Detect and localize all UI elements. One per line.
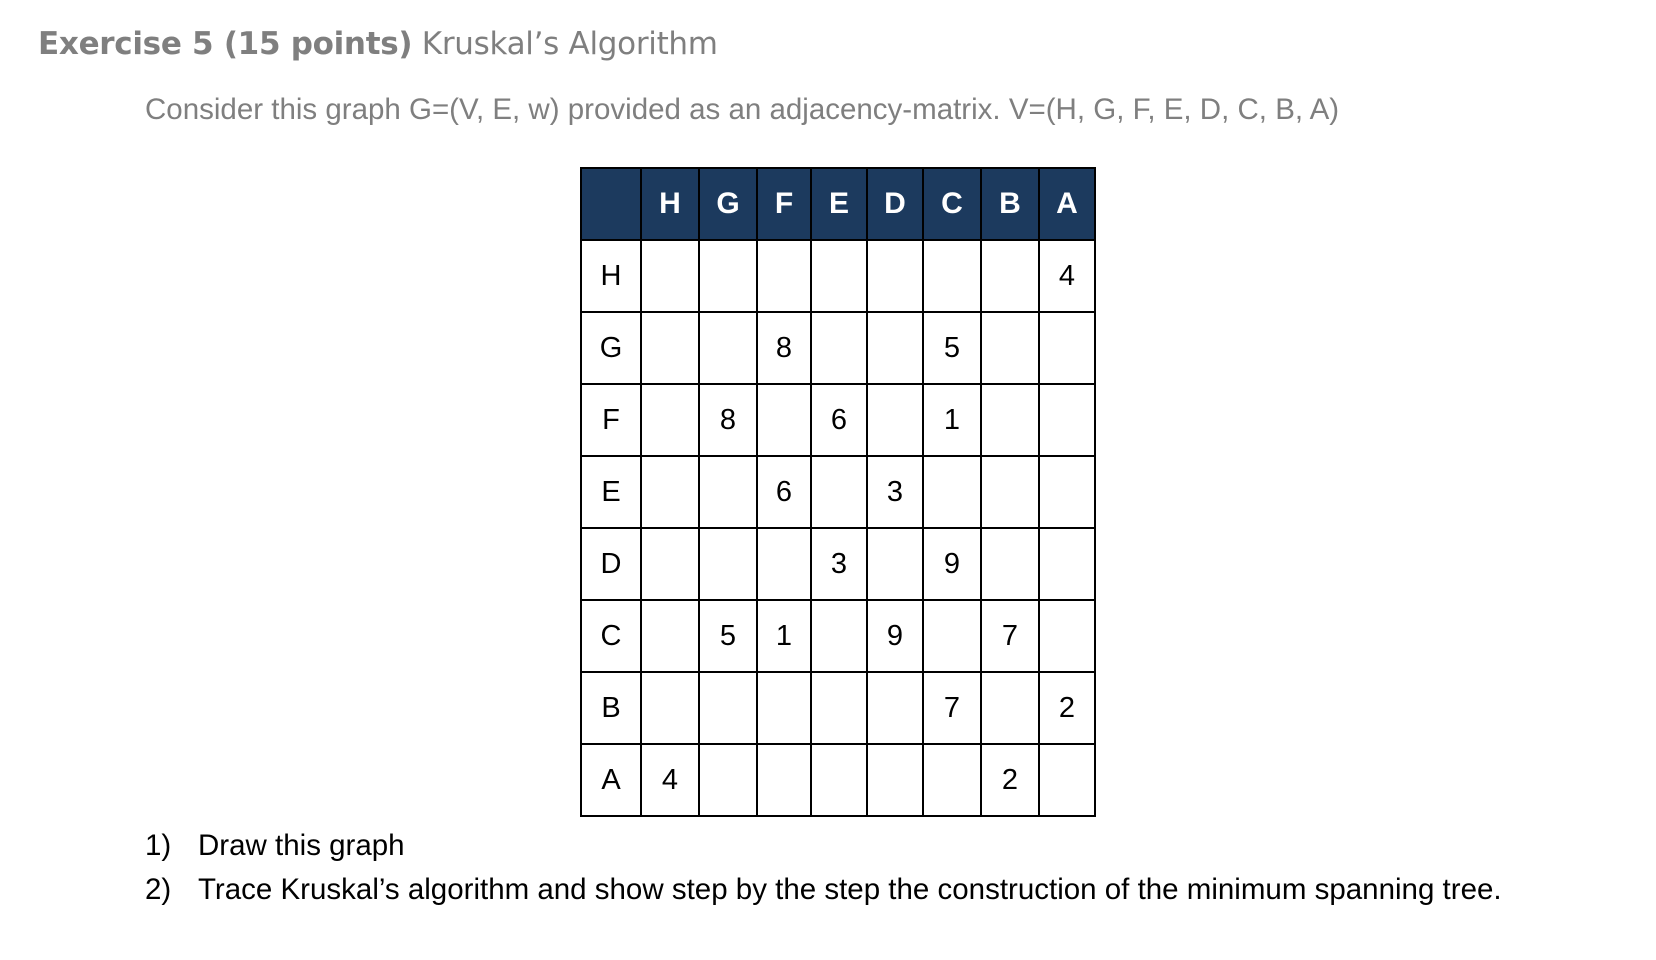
matrix-cell	[811, 456, 867, 528]
matrix-cell	[1039, 600, 1095, 672]
matrix-cell	[641, 312, 699, 384]
row-header: E	[581, 456, 641, 528]
matrix-cell: 7	[923, 672, 981, 744]
task-list	[145, 824, 1615, 912]
task-number: 1)	[145, 829, 172, 862]
column-header: C	[923, 168, 981, 240]
column-header: D	[867, 168, 923, 240]
matrix-row	[581, 456, 1095, 528]
matrix-header-row	[581, 168, 1095, 240]
matrix-cell: 1	[923, 384, 981, 456]
matrix-cell	[811, 672, 867, 744]
task-text: Trace Kruskal’s algorithm and show step by the step the construction of the minimum spanning tree.	[198, 873, 1502, 906]
matrix-row	[581, 672, 1095, 744]
matrix-row	[581, 528, 1095, 600]
matrix-cell	[867, 384, 923, 456]
exercise-description: Consider this graph G=(V, E, w) provided as an adjacency-matrix. V=(H, G, F, E, D, C, B, A)	[145, 93, 1340, 126]
row-header: A	[581, 744, 641, 816]
matrix-cell: 8	[699, 384, 757, 456]
matrix-cell	[811, 312, 867, 384]
matrix-cell	[867, 672, 923, 744]
matrix-cell	[981, 384, 1039, 456]
matrix-cell: 2	[1039, 672, 1095, 744]
exercise-title	[38, 26, 718, 62]
matrix-row	[581, 600, 1095, 672]
matrix-cell	[923, 456, 981, 528]
matrix-cell	[867, 744, 923, 816]
matrix-cell	[981, 672, 1039, 744]
matrix-cell: 4	[641, 744, 699, 816]
matrix-cell	[811, 240, 867, 312]
matrix-cell	[811, 744, 867, 816]
matrix-cell	[757, 528, 811, 600]
matrix-cell	[867, 312, 923, 384]
matrix-cell	[699, 456, 757, 528]
column-header: G	[699, 168, 757, 240]
row-header: H	[581, 240, 641, 312]
matrix-cell	[923, 240, 981, 312]
row-header: G	[581, 312, 641, 384]
matrix-cell	[1039, 744, 1095, 816]
matrix-cell: 9	[867, 600, 923, 672]
matrix-cell	[811, 600, 867, 672]
matrix-cell: 3	[867, 456, 923, 528]
matrix-cell	[981, 312, 1039, 384]
matrix-cell: 9	[923, 528, 981, 600]
task-text: Draw this graph	[198, 829, 405, 862]
matrix-cell: 5	[923, 312, 981, 384]
column-header: B	[981, 168, 1039, 240]
matrix-cell: 6	[757, 456, 811, 528]
matrix-cell	[981, 528, 1039, 600]
matrix-cell	[923, 744, 981, 816]
matrix-cell	[641, 600, 699, 672]
matrix-cell	[867, 240, 923, 312]
matrix-cell	[699, 672, 757, 744]
matrix-cell: 6	[811, 384, 867, 456]
matrix-corner-cell	[581, 168, 641, 240]
matrix-cell	[981, 240, 1039, 312]
matrix-cell: 4	[1039, 240, 1095, 312]
matrix-cell	[641, 240, 699, 312]
matrix-cell	[641, 384, 699, 456]
column-header: E	[811, 168, 867, 240]
matrix-row	[581, 240, 1095, 312]
matrix-row	[581, 744, 1095, 816]
matrix-cell	[1039, 312, 1095, 384]
row-header: C	[581, 600, 641, 672]
column-header: A	[1039, 168, 1095, 240]
row-header: F	[581, 384, 641, 456]
task-item	[145, 824, 1615, 868]
column-header: F	[757, 168, 811, 240]
matrix-row	[581, 312, 1095, 384]
task-number: 2)	[145, 873, 172, 906]
matrix-cell: 5	[699, 600, 757, 672]
matrix-cell: 2	[981, 744, 1039, 816]
matrix-cell	[1039, 384, 1095, 456]
matrix-cell	[757, 672, 811, 744]
matrix-cell	[641, 672, 699, 744]
matrix-cell: 8	[757, 312, 811, 384]
matrix-cell	[641, 456, 699, 528]
exercise-title-rest: Kruskal’s Algorithm	[412, 26, 718, 62]
column-header: H	[641, 168, 699, 240]
matrix-cell	[1039, 528, 1095, 600]
matrix-cell	[757, 384, 811, 456]
matrix-cell	[641, 528, 699, 600]
matrix-cell	[699, 312, 757, 384]
matrix-row	[581, 384, 1095, 456]
matrix-cell	[757, 240, 811, 312]
matrix-cell	[699, 240, 757, 312]
adjacency-matrix	[580, 167, 1096, 817]
row-header: D	[581, 528, 641, 600]
matrix-cell	[699, 744, 757, 816]
matrix-cell: 1	[757, 600, 811, 672]
matrix-cell	[867, 528, 923, 600]
matrix-cell: 7	[981, 600, 1039, 672]
task-item	[145, 868, 1615, 912]
row-header: B	[581, 672, 641, 744]
matrix-cell	[1039, 456, 1095, 528]
matrix-cell	[923, 600, 981, 672]
matrix-cell	[981, 456, 1039, 528]
exercise-title-bold: Exercise 5 (15 points)	[38, 26, 413, 62]
matrix-cell	[757, 744, 811, 816]
matrix-cell	[699, 528, 757, 600]
matrix-cell: 3	[811, 528, 867, 600]
